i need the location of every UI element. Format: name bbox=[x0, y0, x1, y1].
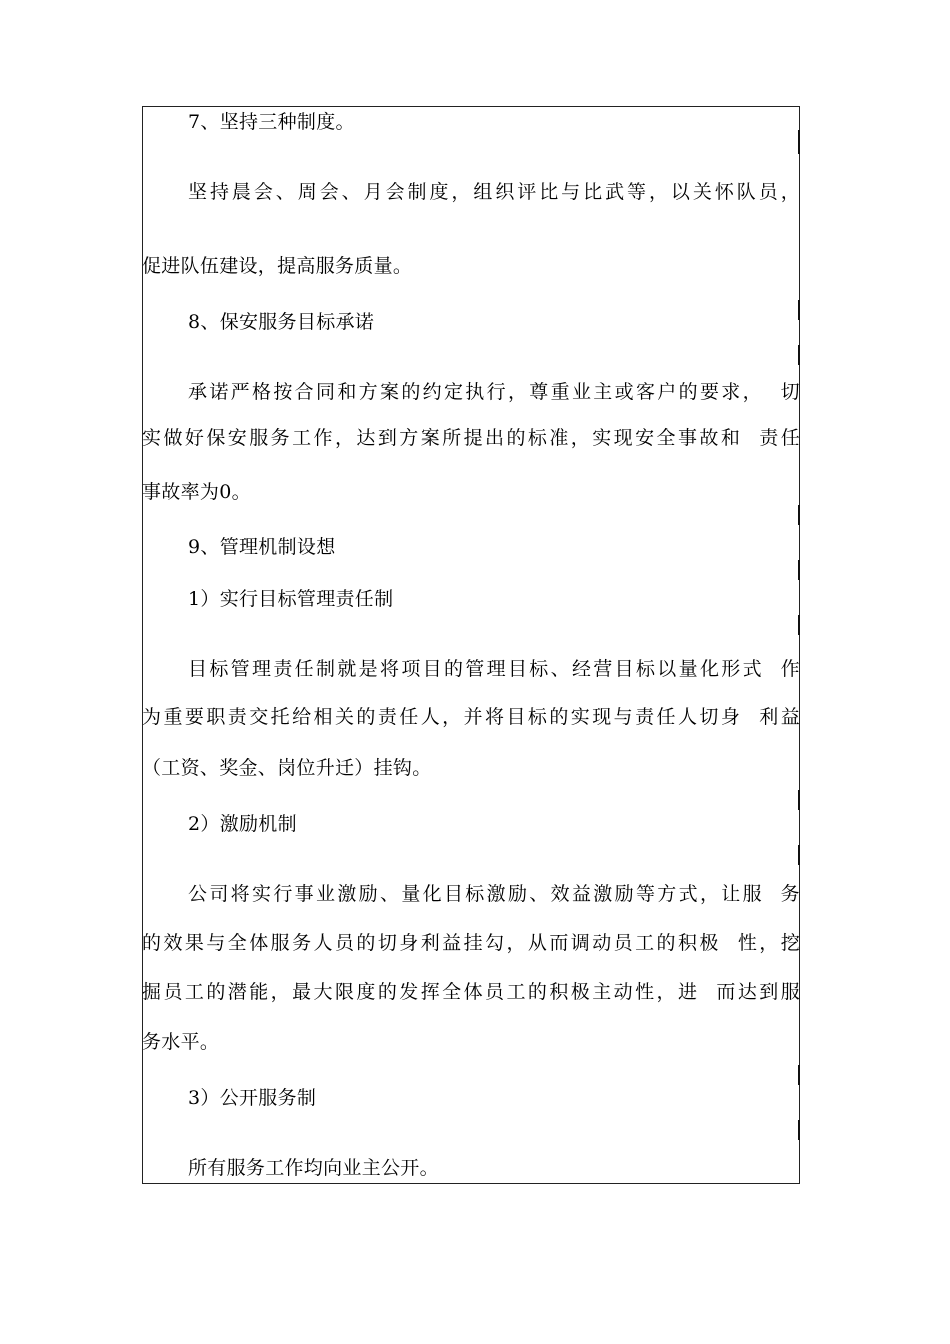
paragraph-line: 的效果与全体服务人员的切身利益挂勾，从而调动员工的积极 性，挖 bbox=[142, 932, 800, 954]
right-border-mark bbox=[798, 615, 800, 635]
heading-9: 9、管理机制设想 bbox=[188, 536, 336, 558]
heading-8: 8、保安服务目标承诺 bbox=[188, 311, 375, 333]
right-border-mark bbox=[798, 1120, 800, 1140]
right-border-mark bbox=[798, 505, 800, 525]
right-border-mark bbox=[798, 845, 800, 865]
paragraph-line: 公司将实行事业激励、量化目标激励、效益激励等方式，让服 务 bbox=[188, 883, 800, 905]
subheading-1: 1）实行目标管理责任制 bbox=[188, 588, 394, 610]
right-border-mark bbox=[798, 1065, 800, 1085]
paragraph-line: （工资、奖金、岗位升迁）挂钩。 bbox=[142, 757, 432, 779]
right-border-mark bbox=[798, 345, 800, 365]
subheading-2: 2）激励机制 bbox=[188, 813, 297, 835]
paragraph-line: 为重要职责交托给相关的责任人，并将目标的实现与责任人切身 利益 bbox=[142, 706, 800, 728]
paragraph-line: 目标管理责任制就是将项目的管理目标、经营目标以量化形式 作 bbox=[188, 658, 800, 680]
paragraph-line: 务水平。 bbox=[142, 1031, 220, 1053]
paragraph-line: 掘员工的潜能，最大限度的发挥全体员工的积极主动性，进 而达到服 bbox=[142, 981, 800, 1003]
subheading-3: 3）公开服务制 bbox=[188, 1087, 317, 1109]
right-border-mark bbox=[798, 790, 800, 810]
paragraph-line: 促进队伍建设，提高服务质量。 bbox=[142, 255, 413, 277]
heading-7: 7、坚持三种制度。 bbox=[188, 111, 355, 133]
paragraph-line: 坚持晨会、周会、月会制度，组织评比与比武等，以关怀队员， bbox=[188, 181, 800, 203]
paragraph-line: 所有服务工作均向业主公开。 bbox=[188, 1157, 439, 1179]
paragraph-line: 承诺严格按合同和方案的约定执行，尊重业主或客户的要求， 切 bbox=[188, 381, 800, 403]
right-border-mark bbox=[798, 560, 800, 580]
paragraph-line: 事故率为0。 bbox=[142, 481, 251, 503]
paragraph-line: 实做好保安服务工作，达到方案所提出的标准，实现安全事故和 责任 bbox=[142, 427, 800, 449]
